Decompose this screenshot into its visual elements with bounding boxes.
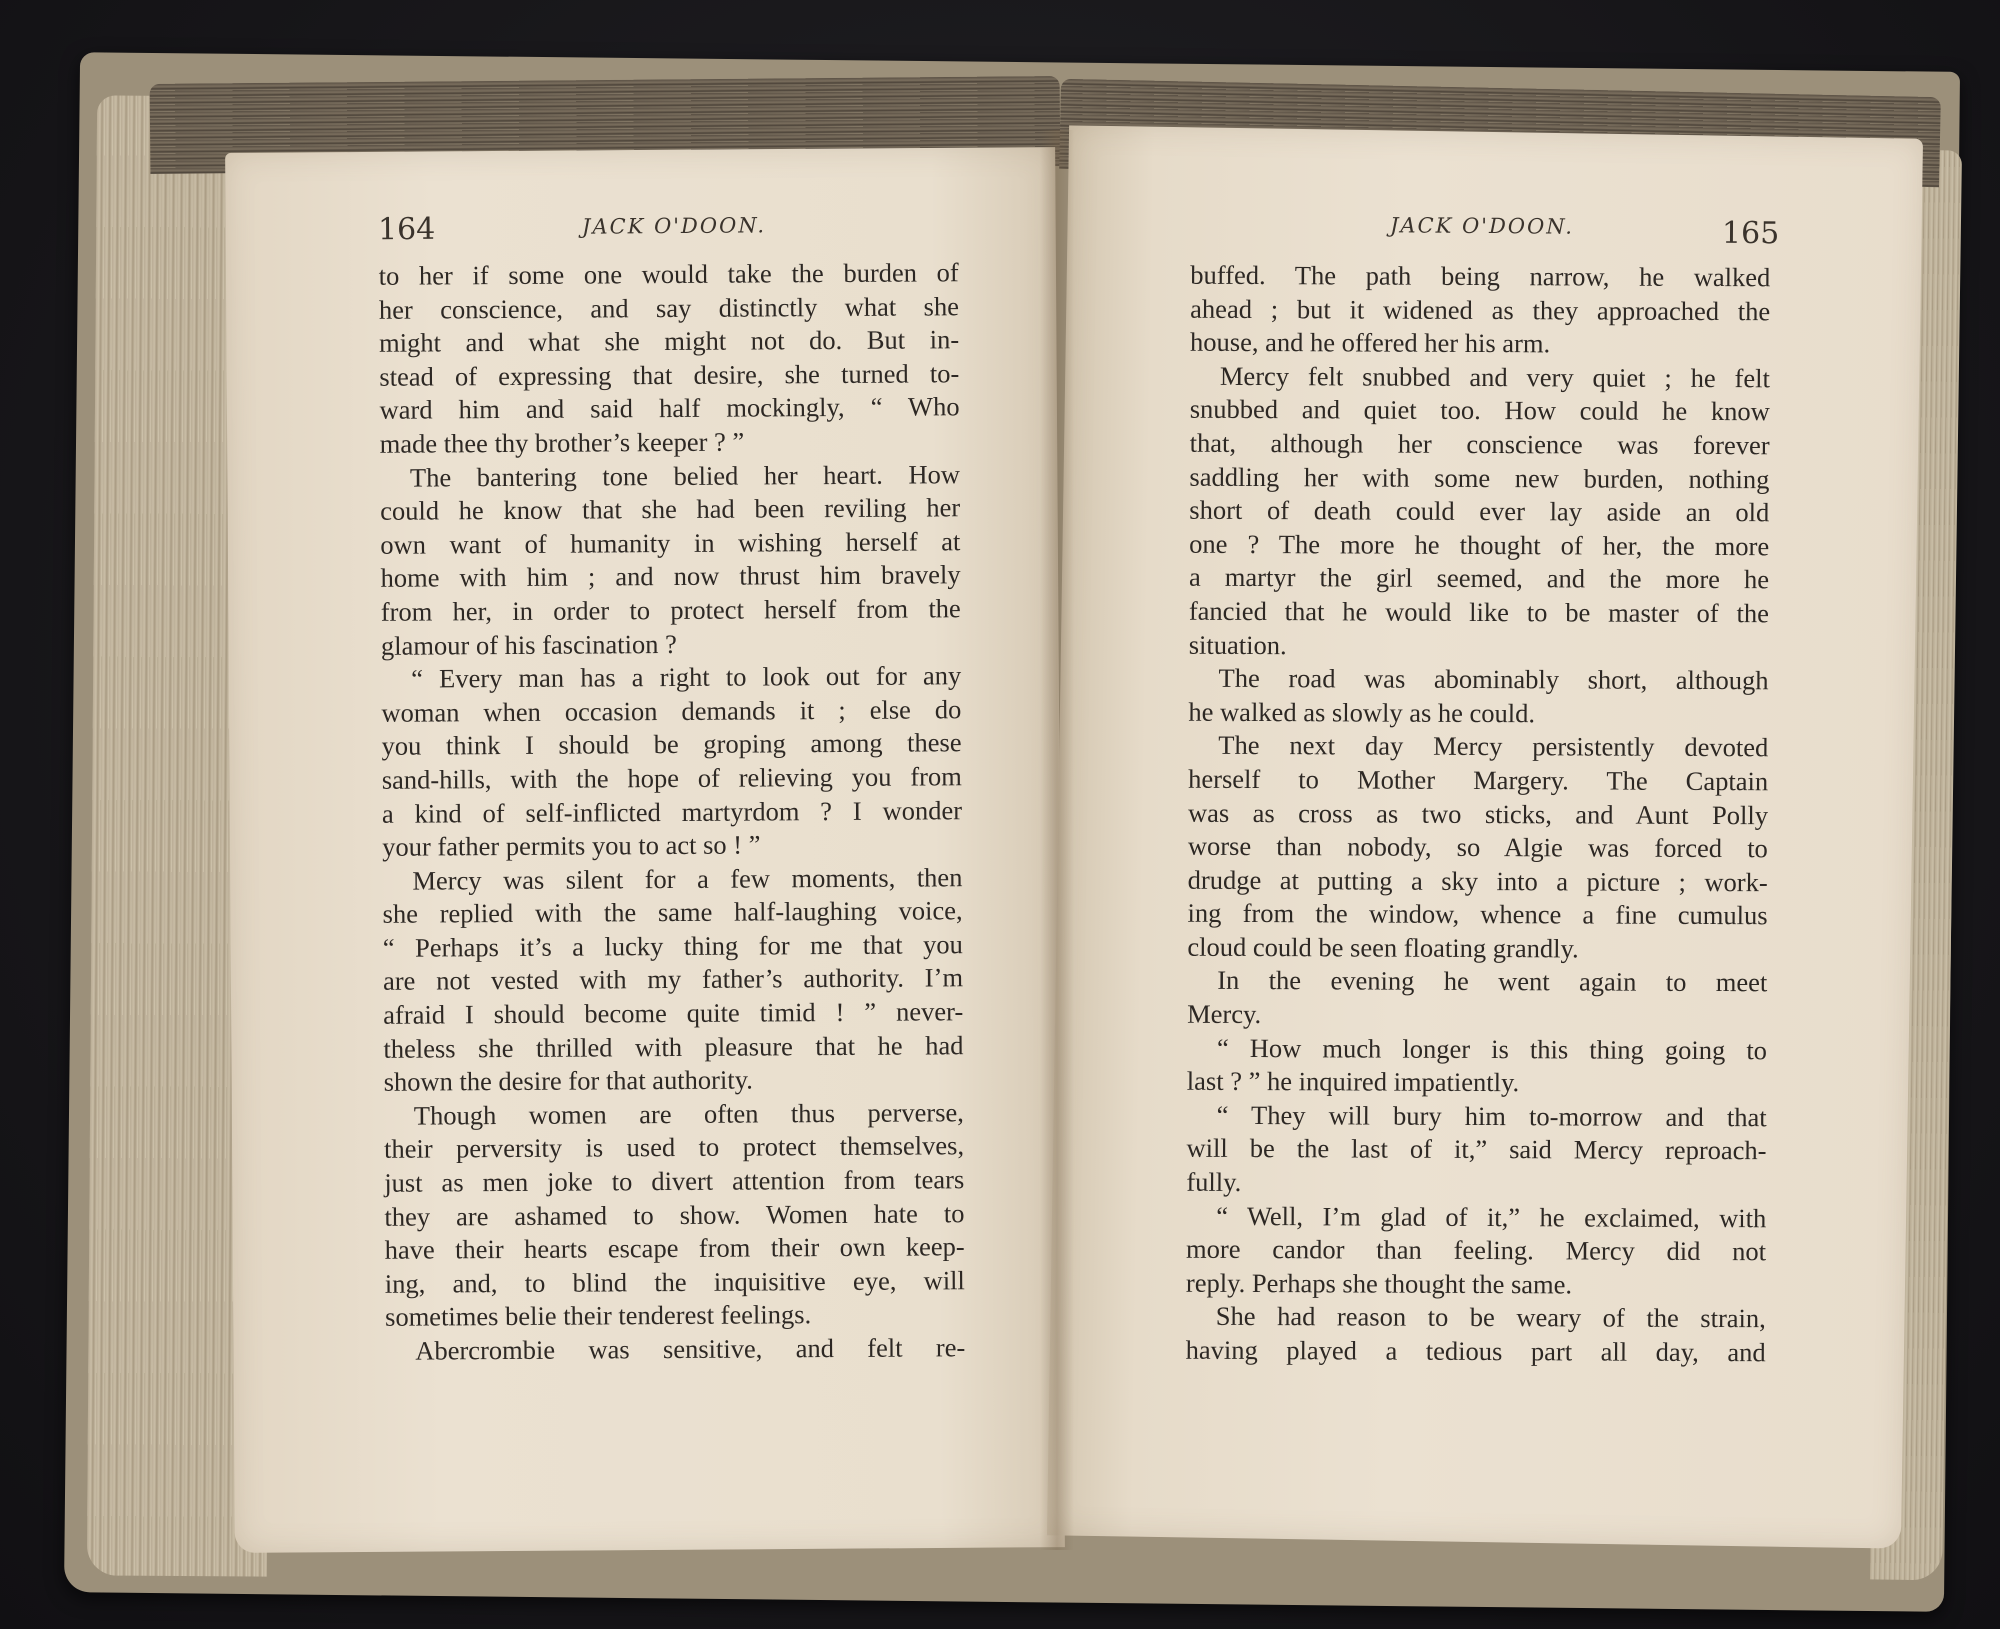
right-page-number: 165 xyxy=(1721,215,1780,252)
left-running-head: JACK O'DOON. xyxy=(581,213,767,239)
text-line: you think I should be groping among these xyxy=(381,727,962,762)
left-page-number: 164 xyxy=(377,211,436,248)
text-line: The bantering tone belied her heart. How xyxy=(409,458,961,493)
text-line: they are ashamed to show. Women hate to xyxy=(384,1197,965,1232)
text-line: “ Every man has a right to look out for any xyxy=(411,660,962,694)
text-line: might and what she might not do. But in- xyxy=(379,324,960,358)
text-line: The road was abominably short, although xyxy=(1218,662,1769,696)
text-line: stead of expressing that desire, she turned to- xyxy=(379,358,960,392)
text-line: ing, and, to blind the inquisitive eye, will xyxy=(384,1265,965,1299)
text-line: The next day Mercy persistently devoted xyxy=(1218,730,1769,763)
text-line: from her, in order to protect herself from the xyxy=(380,593,961,627)
text-line: house, and he offered her his arm. xyxy=(1189,326,1551,359)
text-line: home with him ; and now thrust him bravely xyxy=(380,559,961,594)
text-line: ahead ; but it widened as they approached the xyxy=(1190,293,1771,326)
text-line: theless she thrilled with pleasure that he had xyxy=(383,1029,964,1064)
text-line: glamour of his fascination ? xyxy=(380,628,677,661)
text-line: your father permits you to act so ! ” xyxy=(382,829,761,862)
text-line: was as cross as two sticks, and Aunt Polly xyxy=(1187,797,1769,830)
text-line: Though women are often thus perverse, xyxy=(413,1097,964,1131)
text-line: their perversity is used to protect themselves, xyxy=(383,1130,965,1165)
text-line: more candor than feeling. Mercy did not xyxy=(1186,1233,1767,1267)
text-line: could he know that she had been reviling her xyxy=(380,492,961,526)
text-line: snubbed and quiet too. How could he know xyxy=(1189,394,1770,427)
text-line: a martyr the girl seemed, and the more he xyxy=(1188,562,1770,595)
text-line: buffed. The path being narrow, he walked xyxy=(1190,259,1771,293)
text-line: shown the desire for that authority. xyxy=(383,1064,753,1098)
text-line: sometimes belie their tenderest feelings. xyxy=(384,1299,812,1333)
text-line: fully. xyxy=(1186,1166,1242,1198)
text-line: have their hearts escape from their own keep- xyxy=(384,1231,965,1265)
text-line: made thee thy brother’s keeper ? ” xyxy=(379,426,745,459)
left-page-text xyxy=(379,256,966,1368)
right-running-head: JACK O'DOON. xyxy=(1389,213,1575,239)
text-line: she replied with the same half-laughing voice, xyxy=(382,895,963,930)
text-line: her conscience, and say distinctly what she xyxy=(378,290,960,325)
text-line: Mercy felt snubbed and very quiet ; he felt xyxy=(1219,360,1770,394)
text-line: to her if some one would take the burden of xyxy=(378,257,959,291)
text-line: In the evening he went again to meet xyxy=(1217,965,1768,998)
text-line: a kind of self-inflicted martyrdom ? I wonder xyxy=(381,794,963,829)
text-line: that, although her conscience was forever xyxy=(1189,427,1770,461)
text-line: fancied that he would like to be master of the xyxy=(1188,595,1769,629)
text-line: afraid I should become quite timid ! ” never- xyxy=(383,996,964,1030)
text-line: situation. xyxy=(1188,629,1287,660)
text-line: ing from the window, whence a fine cumulus xyxy=(1187,898,1768,931)
text-line: ward him and said half mockingly, “ Who xyxy=(379,391,960,426)
text-line: he walked as slowly as he could. xyxy=(1188,696,1536,728)
text-line: saddling her with some new burden, nothing xyxy=(1189,461,1770,494)
text-line: She had reason to be weary of the strain, xyxy=(1215,1301,1766,1334)
text-line: just as men joke to divert attention from tears xyxy=(384,1164,965,1198)
text-line: will be the last of it,” said Mercy reproach- xyxy=(1186,1133,1767,1166)
text-line: short of death could ever lay aside an old xyxy=(1189,494,1770,528)
text-line: Mercy. xyxy=(1187,998,1262,1030)
text-line: one ? The more he thought of her, the more xyxy=(1189,528,1770,562)
book-gutter xyxy=(1040,130,1074,1550)
text-line: cloud could be seen floating grandly. xyxy=(1187,931,1579,964)
text-line: “ Perhaps it’s a lucky thing for me that you xyxy=(382,929,963,963)
text-line: are not vested with my father’s authority. I’m xyxy=(382,962,964,997)
right-page-text xyxy=(1186,259,1771,1370)
text-line: sand-hills, with the hope of relieving you from xyxy=(381,761,962,795)
text-line: worse than nobody, so Algie was forced to xyxy=(1187,830,1768,864)
text-line: reply. Perhaps she thought the same. xyxy=(1185,1267,1573,1300)
text-line: woman when occasion demands it ; else do xyxy=(381,693,962,728)
text-line: “ How much longer is this thing going to xyxy=(1216,1032,1768,1065)
text-line: last ? ” he inquired impatiently. xyxy=(1186,1065,1520,1098)
text-line: “ They will bury him to-morrow and that xyxy=(1216,1099,1767,1133)
text-line: drudge at putting a sky into a picture ; work- xyxy=(1187,864,1768,897)
text-line: own want of humanity in wishing herself at xyxy=(380,525,961,560)
text-line: Abercrombie was sensitive, and felt re- xyxy=(415,1332,966,1366)
text-line: Mercy was silent for a few moments, then xyxy=(412,861,963,896)
text-line: herself to Mother Margery. The Captain xyxy=(1188,763,1769,797)
text-line: “ Well, I’m glad of it,” he exclaimed, with xyxy=(1216,1200,1767,1233)
text-line: having played a tedious part all day, and xyxy=(1185,1334,1766,1368)
